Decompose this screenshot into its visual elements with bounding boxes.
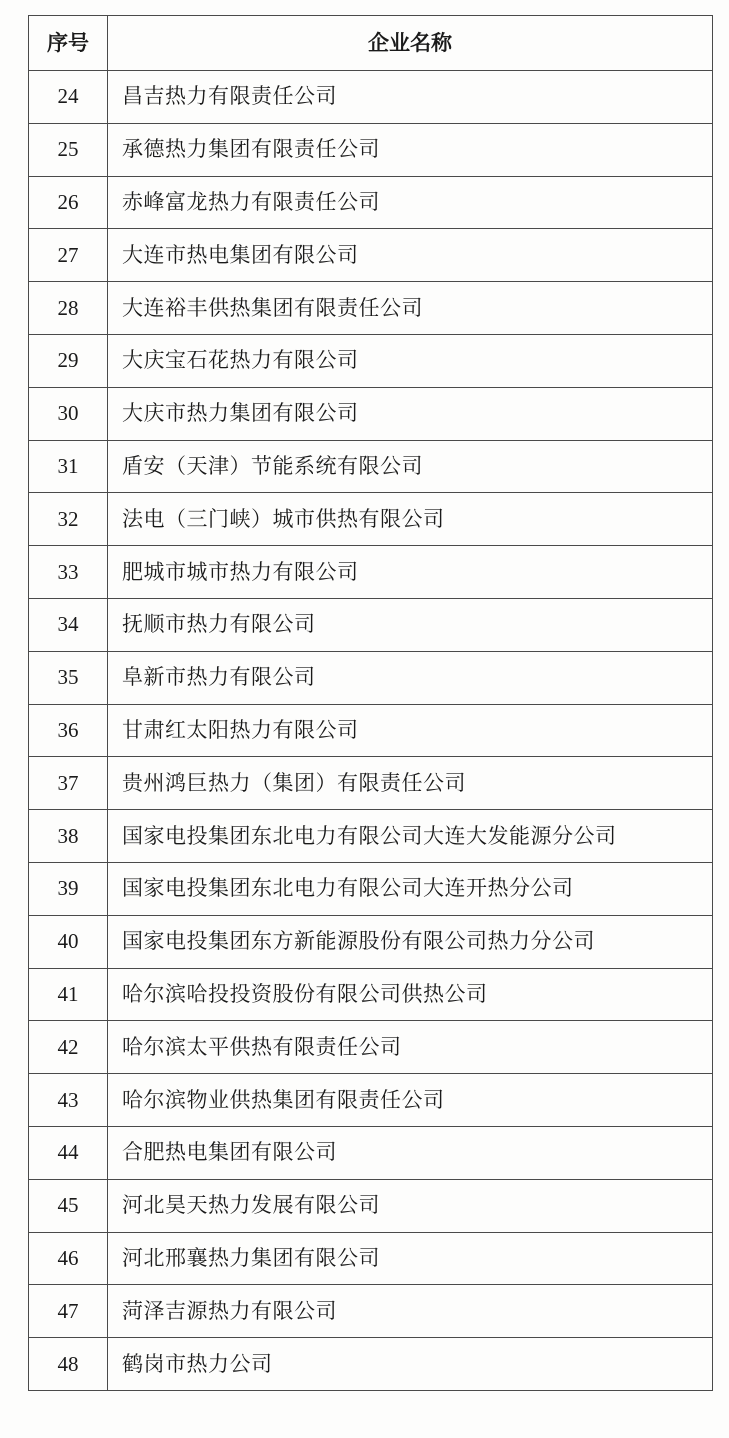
- company-name-cell: 大连市热电集团有限公司: [108, 229, 713, 282]
- company-name-cell: 赤峰富龙热力有限责任公司: [108, 176, 713, 229]
- serial-number-cell: 24: [29, 71, 108, 124]
- table-row: [29, 334, 713, 387]
- company-name-cell: 阜新市热力有限公司: [108, 651, 713, 704]
- serial-number-cell: 34: [29, 598, 108, 651]
- table-row: [29, 598, 713, 651]
- table-row: [29, 71, 713, 124]
- company-name-cell: 合肥热电集团有限公司: [108, 1126, 713, 1179]
- serial-number-cell: 31: [29, 440, 108, 493]
- table-row: [29, 1179, 713, 1232]
- serial-number-cell: 28: [29, 282, 108, 335]
- table-row: [29, 704, 713, 757]
- serial-number-cell: 35: [29, 651, 108, 704]
- company-name-cell: 哈尔滨哈投投资股份有限公司供热公司: [108, 968, 713, 1021]
- table-row: [29, 229, 713, 282]
- company-name-cell: 盾安（天津）节能系统有限公司: [108, 440, 713, 493]
- company-name-cell: 河北邢襄热力集团有限公司: [108, 1232, 713, 1285]
- company-name-cell: 法电（三门峡）城市供热有限公司: [108, 493, 713, 546]
- table-row: [29, 1285, 713, 1338]
- serial-number-cell: 46: [29, 1232, 108, 1285]
- company-name-cell: 哈尔滨物业供热集团有限责任公司: [108, 1074, 713, 1127]
- company-name-cell: 肥城市城市热力有限公司: [108, 546, 713, 599]
- serial-number-cell: 47: [29, 1285, 108, 1338]
- company-name-cell: 河北昊天热力发展有限公司: [108, 1179, 713, 1232]
- company-name-cell: 昌吉热力有限责任公司: [108, 71, 713, 124]
- serial-number-cell: 48: [29, 1338, 108, 1391]
- company-name-cell: 甘肃红太阳热力有限公司: [108, 704, 713, 757]
- table-row: [29, 176, 713, 229]
- company-name-cell: 鹤岗市热力公司: [108, 1338, 713, 1391]
- company-name-cell: 国家电投集团东北电力有限公司大连大发能源分公司: [108, 810, 713, 863]
- serial-number-cell: 44: [29, 1126, 108, 1179]
- company-name-cell: 大庆宝石花热力有限公司: [108, 334, 713, 387]
- serial-number-cell: 27: [29, 229, 108, 282]
- table-body: [29, 71, 713, 1391]
- table-row: [29, 1021, 713, 1074]
- company-name-cell: 承德热力集团有限责任公司: [108, 123, 713, 176]
- table-row: [29, 862, 713, 915]
- table-row: [29, 1074, 713, 1127]
- table-row: [29, 1338, 713, 1391]
- table-row: [29, 915, 713, 968]
- serial-number-cell: 29: [29, 334, 108, 387]
- company-name-cell: 国家电投集团东方新能源股份有限公司热力分公司: [108, 915, 713, 968]
- table-row: [29, 387, 713, 440]
- serial-number-cell: 32: [29, 493, 108, 546]
- serial-number-cell: 36: [29, 704, 108, 757]
- company-name-cell: 哈尔滨太平供热有限责任公司: [108, 1021, 713, 1074]
- serial-number-cell: 42: [29, 1021, 108, 1074]
- serial-number-cell: 39: [29, 862, 108, 915]
- serial-number-cell: 38: [29, 810, 108, 863]
- table-row: [29, 546, 713, 599]
- header-company-name: 企业名称: [108, 16, 713, 71]
- company-name-cell: 大庆市热力集团有限公司: [108, 387, 713, 440]
- serial-number-cell: 41: [29, 968, 108, 1021]
- table-row: [29, 282, 713, 335]
- serial-number-cell: 37: [29, 757, 108, 810]
- company-name-cell: 贵州鸿巨热力（集团）有限责任公司: [108, 757, 713, 810]
- company-name-cell: 菏泽吉源热力有限公司: [108, 1285, 713, 1338]
- table-row: [29, 440, 713, 493]
- table-row: [29, 123, 713, 176]
- table-row: [29, 493, 713, 546]
- serial-number-cell: 30: [29, 387, 108, 440]
- company-list-table: [28, 15, 713, 1391]
- serial-number-cell: 26: [29, 176, 108, 229]
- table-row: [29, 1126, 713, 1179]
- serial-number-cell: 45: [29, 1179, 108, 1232]
- header-serial-number: 序号: [29, 16, 108, 71]
- table-header-row: [29, 16, 713, 71]
- table-row: [29, 810, 713, 863]
- table-row: [29, 968, 713, 1021]
- serial-number-cell: 43: [29, 1074, 108, 1127]
- company-name-cell: 大连裕丰供热集团有限责任公司: [108, 282, 713, 335]
- serial-number-cell: 33: [29, 546, 108, 599]
- table-row: [29, 757, 713, 810]
- company-name-cell: 国家电投集团东北电力有限公司大连开热分公司: [108, 862, 713, 915]
- company-name-cell: 抚顺市热力有限公司: [108, 598, 713, 651]
- table-row: [29, 651, 713, 704]
- serial-number-cell: 25: [29, 123, 108, 176]
- serial-number-cell: 40: [29, 915, 108, 968]
- table-row: [29, 1232, 713, 1285]
